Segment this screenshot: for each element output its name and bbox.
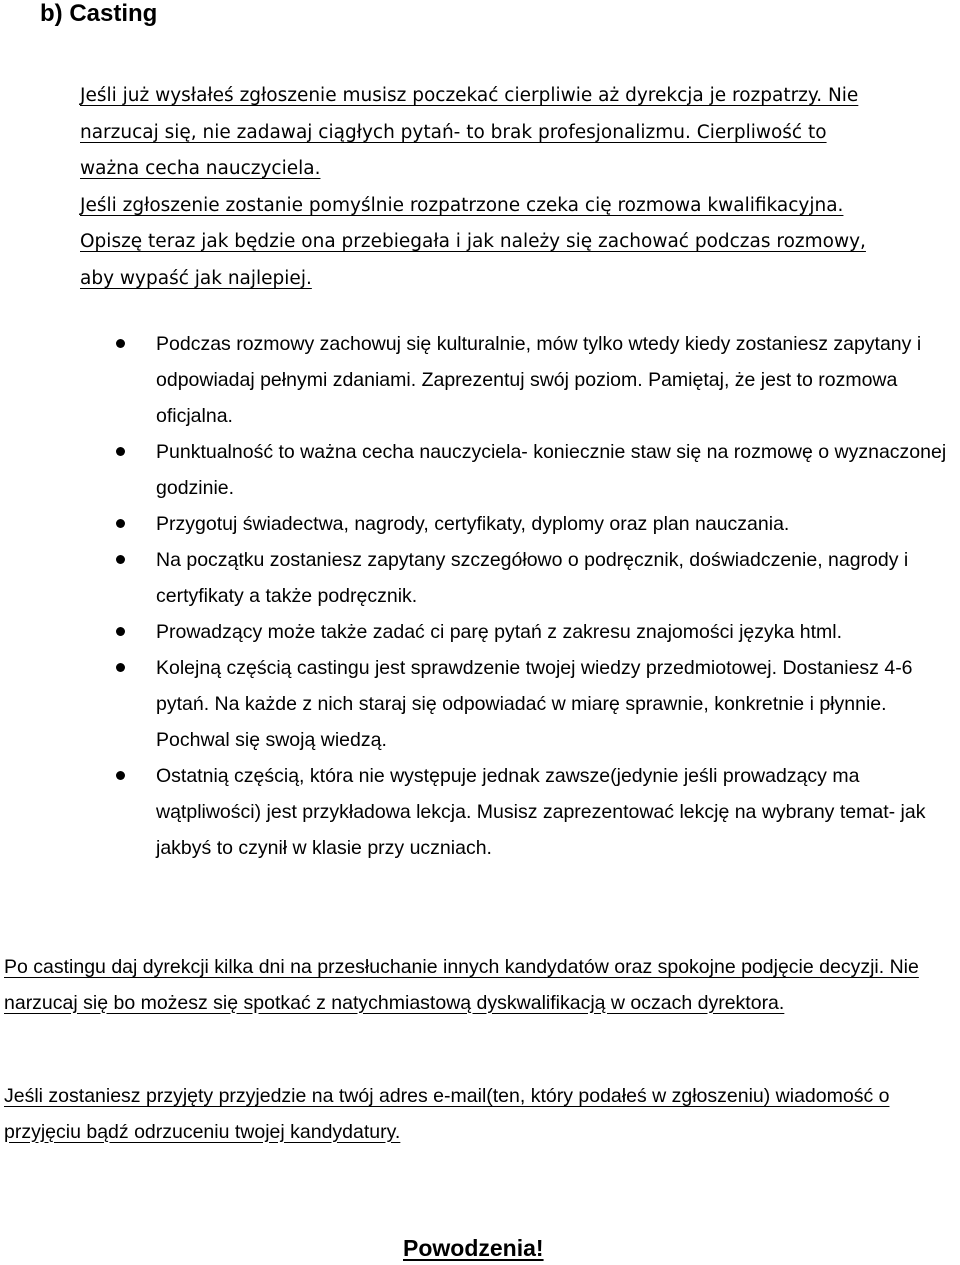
intro-line: Opiszę teraz jak będzie ona przebiegała i jak należy się zachować podczas rozmowy, [80, 231, 866, 252]
intro-line: ważna cecha nauczyciela. [80, 158, 321, 179]
list-item [112, 542, 958, 614]
list-item-text: Prowadzący może także zadać ci parę pytań z zakresu znajomości języka html. [156, 621, 843, 643]
bullet-icon [116, 447, 125, 456]
closing-message: Powodzenia! [403, 1235, 544, 1261]
intro-line: narzucaj się, nie zadawaj ciągłych pytań- to brak profesjonalizmu. Cierpliwość to [80, 121, 827, 143]
casting-tips-list [112, 326, 958, 866]
bullet-icon [116, 663, 125, 672]
after-casting-paragraph: Po castingu daj dyrekcji kilka dni na przesłuchanie innych kandydatów oraz spokojne podjęcie decyzji. Nie narzucaj się bo możesz się spotkać z natychmiastową dyskwalifikacją w oczach dyrektora. [4, 956, 919, 1014]
intro-line: Jeśli zgłoszenie zostanie pomyślnie rozpatrzone czeka cię rozmowa kwalifikacyjna. [80, 194, 844, 216]
bullet-icon [116, 519, 125, 528]
list-item-text: Kolejną częścią castingu jest sprawdzenie twojej wiedzy przedmiotowej. Dostaniesz 4-6 pytań. Na każde z nich staraj się odpowiadać w miarę sprawnie, konkretnie i płynnie. Pochwal się swoją wiedzą. [156, 657, 913, 751]
list-item-text: Podczas rozmowy zachowuj się kulturalnie, mów tylko wtedy kiedy zostaniesz zapytany i odpowiadaj pełnymi zdaniami. Zaprezentuj swój poziom. Pamiętaj, że jest to rozmowa oficjalna. [156, 333, 922, 427]
intro-line: Jeśli już wysłałeś zgłoszenie musisz poczekać cierpliwie aż dyrekcja je rozpatrzy. Nie [80, 85, 859, 106]
bullet-icon [116, 627, 125, 636]
list-item [112, 614, 958, 650]
list-item [112, 758, 958, 866]
list-item [112, 506, 958, 542]
list-item [112, 650, 958, 758]
list-item-text: Ostatnią częścią, która nie występuje jednak zawsze(jedynie jeśli prowadzący ma wątpliwości) jest przykładowa lekcja. Musisz zaprezentować lekcję na wybrany temat- jak jakbyś to czynił w klasie przy uczniach. [156, 765, 926, 859]
bullet-icon [116, 339, 125, 348]
acceptance-notice-paragraph: Jeśli zostaniesz przyjęty przyjedzie na twój adres e-mail(ten, który podałeś w zgłoszeniu) wiadomość o przyjęciu bądź odrzuceniu twojej kandydatury. [4, 1085, 890, 1143]
intro-paragraph [80, 78, 950, 297]
list-item-text: Punktualność to ważna cecha nauczyciela- koniecznie staw się na rozmowę o wyznaczonej godzinie. [156, 441, 947, 499]
section-heading: b) Casting [40, 0, 158, 27]
bullet-icon [116, 771, 125, 780]
list-item [112, 434, 958, 506]
list-item [112, 326, 958, 434]
intro-line: aby wypaść jak najlepiej. [80, 267, 312, 289]
list-item-text: Przygotuj świadectwa, nagrody, certyfikaty, dyplomy oraz plan nauczania. [156, 513, 790, 535]
bullet-icon [116, 555, 125, 564]
list-item-text: Na początku zostaniesz zapytany szczegółowo o podręcznik, doświadczenie, nagrody i certyfikaty a także podręcznik. [156, 549, 909, 607]
